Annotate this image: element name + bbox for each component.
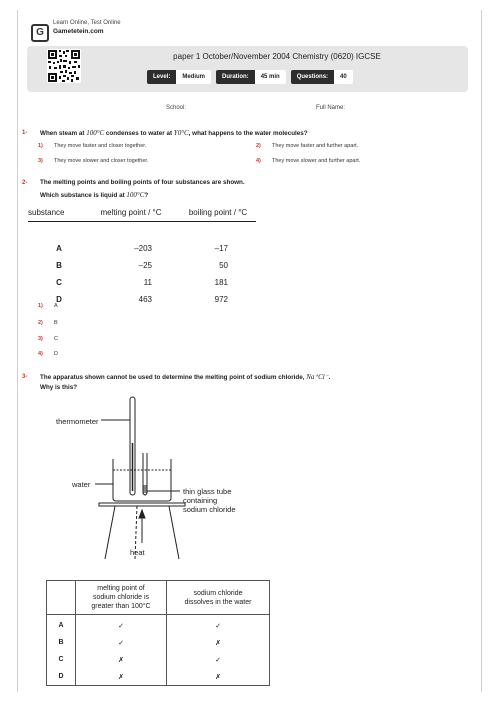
table-row: B ✓ ✗	[47, 634, 270, 651]
chip-questions: Questions: 40	[291, 70, 353, 84]
paper-title: paper 1 October/November 2004 Chemistry (0620) IGCSE	[173, 52, 381, 61]
full-name-label: Full Name:	[316, 105, 346, 111]
table-row: D ✗ ✗	[47, 668, 270, 686]
question-3-line1: The apparatus shown cannot be used to determine the melting point of sodium chloride, Na⁺Cl⁻.	[40, 373, 331, 381]
question-3-line2: Why is this?	[40, 384, 78, 391]
brand-tagline: Learn Online, Test Online	[53, 20, 121, 26]
question-number: 2-	[22, 180, 28, 186]
option-2[interactable]: 2) They move faster and further apart.	[256, 143, 359, 149]
table-row: A –203 –17	[56, 244, 228, 253]
brand-site: Gametetein.com	[53, 28, 104, 35]
table-header: sodium chloride dissolves in the water	[167, 581, 270, 615]
option-1[interactable]: 1) A	[38, 303, 58, 309]
option-4[interactable]: 4) D	[38, 351, 58, 357]
table-row: C ✗ ✓	[47, 651, 270, 668]
option-3[interactable]: 3) C	[38, 336, 58, 342]
apparatus-diagram	[55, 393, 275, 563]
option-3[interactable]: 3) They move slower and closer together.	[38, 158, 149, 164]
chip-duration: Duration: 45 min	[216, 70, 286, 84]
table-row: C 11 181	[56, 278, 228, 287]
question-2-line2: Which substance is liquid at 100°C?	[40, 191, 149, 199]
label-tube-3: sodium chloride	[183, 505, 236, 514]
melting-boiling-table	[28, 206, 256, 307]
qr-code-icon	[47, 49, 81, 83]
question-2-line1: The melting points and boiling points of four substances are shown.	[40, 179, 245, 186]
logo-icon: G	[31, 24, 49, 42]
option-4[interactable]: 4) They move slower and further apart.	[256, 158, 361, 164]
label-heat: heat	[130, 548, 145, 557]
label-thermometer: thermometer	[56, 417, 99, 426]
paper-header	[27, 46, 468, 92]
table-header: melting point / °C	[90, 206, 180, 222]
table-header: melting point of sodium chloride is greater than 100°C	[76, 581, 167, 615]
question-1-text: When steam at 100°C condenses to water at Y0°C, what happens to the water molecules?	[40, 129, 308, 137]
table-row: D 463 972	[56, 295, 228, 304]
question-number: 3-	[22, 374, 28, 380]
table-row: A ✓ ✓	[47, 615, 270, 635]
table-row: B –25 50	[56, 261, 228, 270]
label-tube-2: containing	[183, 496, 218, 505]
option-1[interactable]: 1) They move faster and closer together.	[38, 143, 147, 149]
paper-meta-chips	[147, 70, 353, 84]
table-header: boiling point / °C	[180, 206, 256, 222]
sodium-chloride-table	[46, 580, 270, 686]
chip-level: Level: Medium	[147, 70, 211, 84]
school-label: School:	[166, 105, 187, 111]
label-tube-1: thin glass tube	[183, 487, 232, 496]
question-number: 1-	[22, 130, 28, 136]
option-2[interactable]: 2) B	[38, 320, 58, 326]
table-header: substance	[28, 206, 90, 222]
label-water: water	[72, 480, 91, 489]
